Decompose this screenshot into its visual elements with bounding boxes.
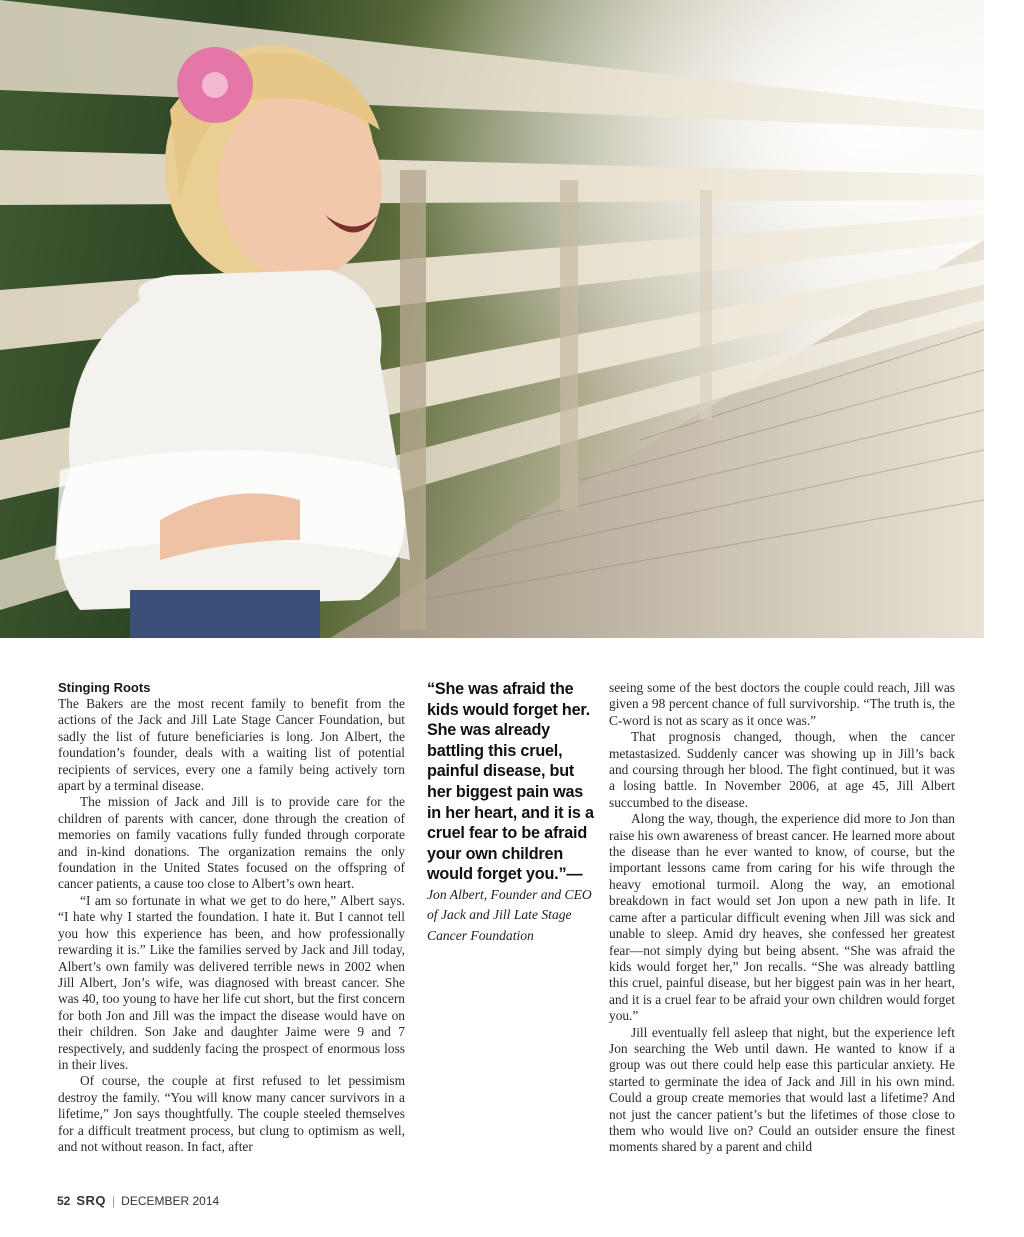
pull-quote-attribution: Jon Albert, Founder and CEO of Jack and Jill Late Stage Cancer Foundation — [427, 886, 592, 943]
paragraph: seeing some of the best doctors the couple could reach, Jill was given a 98 percent chance of full survivorship. “The truth is, the C-word is not as scary as it once was.” — [609, 680, 955, 728]
paragraph: Jill eventually fell asleep that night, but the experience left Jon searching the Web until dawn. He wanted to know if a group was out there could help ease this particular anxiety. He started to germinate the idea of Jack and Jill in his own mind. Could a group create memories that would last a lifetime? And not just the cancer patient’s but the lifetimes of those close to them who would live on? Could an outsider ensure the finest moments shared by a parent and child — [609, 1024, 955, 1155]
footer-separator: | — [112, 1194, 116, 1208]
paragraph: The Bakers are the most recent family to benefit from the actions of the Jack and Jill Late Stage Cancer Foundation, but sadly the list of future beneficiaries is long. Jon Albert, the foundation’s founder, deals with a waiting list of potential recipients of services, every one a family being actively torn apart by a terminal disease. — [58, 696, 405, 794]
pull-quote: “She was afraid the kids would forget her. She was already battling this cruel, painful disease, but her biggest pain was in her heart, and it is a cruel fear to be afraid your own children would forget you.”— — [427, 680, 594, 884]
paragraph: Of course, the couple at first refused to let pessimism destroy the family. “You will know many cancer survivors in a lifetime,” Jon says thoughtfully. The couple steeled themselves for a difficult treatment process, but clung to optimism as well, and not without reason. In fact, after — [58, 1073, 405, 1154]
paragraph: Along the way, though, the experience did more to Jon than raise his own awareness of breast cancer. He learned more about the disease than he ever wanted to know, of course, but the important lessons came from caring for his wife through the heavy emotional turmoil. Along the way, an emotional breakdown in fact would set Jon upon a new path in life. It came after a particular difficult evening when Jill was sick and unable to sleep. Amid dry heaves, she confessed her greatest fear—not simply dying but being absent. “She was afraid the kids would forget her,” Jon recalls. “She was already battling this cruel, painful disease, but her biggest pain was in her heart, and it is a cruel fear to be afraid your own children would forget you.” — [609, 811, 955, 1024]
article-column-1 — [58, 680, 405, 1155]
magazine-brand: SRQ — [76, 1193, 107, 1208]
page-footer — [57, 1193, 219, 1208]
article-column-3 — [609, 680, 955, 1156]
paragraph: “I am so fortunate in what we get to do here,” Albert says. “I hate why I started the foundation. I hate it. But I cannot tell you how this experience has been, and how professionally rewarding it is.” Like the families served by Jack and Jill today, Albert’s own family was delivered terrible news in 2002 when Jill Albert, Jon’s wife, was diagnosed with breast cancer. She was 40, too young to have her life cut short, but the first concern for both Jon and Jill was the impact the disease would have on their children. Son Jake and daughter Jaime were 9 and 7 respectively, and suddenly facing the prospect of enormous loss in their lives. — [58, 892, 405, 1072]
hero-photo — [0, 0, 984, 638]
paragraph: The mission of Jack and Jill is to provide care for the children of parents with cancer, done through the creation of memories on family vacations fully funded through corporate and in-kind donations. The organization remains the only foundation in the United States focused on the offspring of cancer patients, a cause too close to Albert’s own heart. — [58, 794, 405, 892]
pull-quote-block — [427, 679, 595, 946]
girl-laughing-on-boardwalk-photo — [0, 0, 984, 638]
section-heading: Stinging Roots — [58, 680, 151, 695]
page-number: 52 — [57, 1194, 71, 1208]
paragraph: That prognosis changed, though, when the cancer metastasized. Suddenly cancer was showing up in Jill’s back and coursing through her blood. The fight continued, but it was a losing battle. In November 2006, at age 45, Jill Albert succumbed to the disease. — [609, 729, 955, 810]
issue-date: DECEMBER 2014 — [121, 1194, 220, 1208]
